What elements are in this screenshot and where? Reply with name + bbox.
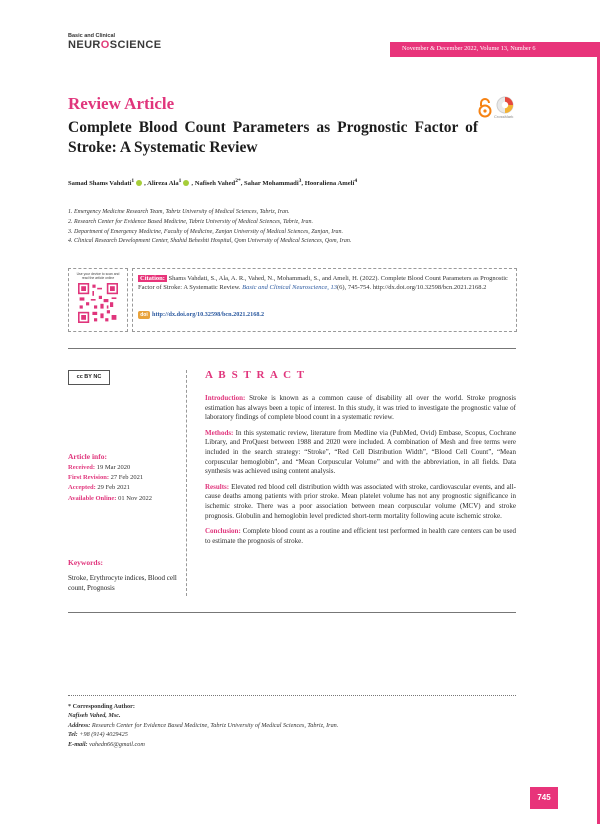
abstract-introduction: Introduction: Stroke is known as a common cause of disability all over the world. Stroke prognosis estimation has always been a topic of interest. In this study, it was tried to investigate the prognostic value of laboratory findings of complete blood count in a systematic review. [205, 394, 516, 422]
orcid-icon[interactable] [136, 180, 142, 186]
journal-link[interactable]: Basic and Clinical Neuroscience, 13 [242, 284, 338, 292]
article-info-row: Accepted: 29 Feb 2021 [68, 484, 130, 492]
footnote-divider [68, 695, 516, 696]
journal-logo: NEUROSCIENCE [68, 39, 162, 51]
corresponding-name: Nafiseh Vahed, Msc. [68, 712, 121, 720]
abstract-title: A B S T R A C T [205, 369, 306, 381]
divider [68, 612, 516, 613]
divider [68, 348, 516, 349]
page-number-badge [530, 787, 558, 809]
article-info-title: Article info: [68, 452, 107, 461]
orcid-icon[interactable] [183, 180, 189, 186]
citation-text: Citation: Shams Vahdati, S., Ala, A. R., Vahed, N., Mohammadi, S., and Ameli, H. (2022). Complete Blood Count Parameters as Prognostic Factor of Stroke: A Systematic Review. Basic and Clinical Neuroscience, 13(6), 745-754. http://dx.doi.org/10.32598/bcn.2021.2168.2 [138, 275, 508, 292]
article-type: Review Article [68, 94, 175, 113]
abstract-conclusion: Conclusion: Complete blood count as a routine and efficient test performed in health care centers can be used to estimate the prognosis of stroke. [205, 527, 516, 545]
citation-box [132, 268, 517, 332]
journal-logo-small: Basic and Clinical [68, 33, 116, 39]
qr-label: Use your device to scan and read the article online [76, 272, 120, 280]
corresponding-tel: Tel: +98 (914) 4029425 [68, 731, 128, 739]
doi-icon: doi [138, 311, 150, 319]
author-name[interactable]: Sahar Mohammadi [244, 180, 299, 188]
author-list: Samad Shams Vahdati$^1$ , Alireza Ala$^1$ , Nafiseh Vahed$^{2*}$, Sahar Mohammadi$^3$, Hooraliena Ameli$^4$ [68, 178, 358, 188]
affiliations [68, 208, 351, 247]
corresponding-author [68, 702, 338, 749]
article-title: Complete Blood Count Parameters as Prognostic Factor of Stroke: A Systematic Review [68, 119, 478, 156]
open-access-icon [478, 98, 492, 118]
article-info-row: Received: 19 Mar 2020 [68, 464, 131, 471]
affiliation: 3. Department of Emergency Medicine, Faculty of Medicine, Zanjan University of Medical Sciences, Zanjan, Iran. [68, 228, 344, 235]
keywords-title: Keywords: [68, 558, 103, 567]
page-number: 745 [537, 793, 551, 802]
email-link[interactable]: vahedn66@gmail.com [87, 740, 145, 748]
keywords-text: Stroke, Erythrocyte indices, Blood cell count, Prognosis [68, 574, 177, 592]
author-name[interactable]: Alireza Ala [147, 180, 179, 188]
author-name[interactable]: Samad Shams Vahdati [68, 180, 132, 188]
qr-code-icon[interactable] [78, 283, 118, 323]
issue-text: November & December 2022, Volume 13, Number 6 [402, 45, 536, 52]
crossmark-icon[interactable] [496, 96, 514, 114]
qr-box [68, 268, 128, 332]
author-name[interactable]: Nafiseh Vahed [194, 180, 236, 188]
doi-link[interactable]: http://dx.doi.org/10.32598/bcn.2021.2168.2 [152, 311, 265, 318]
abstract-body [205, 394, 516, 552]
keywords [68, 558, 180, 593]
article-info-row: First Revision: 27 Feb 2021 [68, 474, 144, 482]
citation-label: Citation: [140, 275, 165, 282]
affiliation: 2. Research Center for Evidence Based Medicine, Tabriz University of Medical Sciences, Tabriz, Iran. [68, 218, 313, 225]
affiliation: 4. Clinical Research Development Center, Shahid Beheshti Hospital, Qom University of Medical Sciences, Qom, Iran. [68, 238, 352, 245]
article-info [68, 452, 152, 504]
corresponding-email: E-mail: vahedn66@gmail.com [68, 740, 145, 748]
corresponding-address: Address: Research Center for Evidence Based Medicine, Tabriz University of Medical Sciences, Tabriz, Iran. [68, 721, 339, 729]
issue-banner [390, 42, 600, 57]
doi-row [138, 311, 264, 319]
article-info-row: Available Online: 01 Nov 2022 [68, 494, 153, 502]
author-name[interactable]: Hooraliena Ameli [304, 180, 355, 188]
column-separator [186, 370, 187, 596]
affiliation: 1. Emergency Medicine Research Team, Tabriz University of Medical Sciences, Tabriz, Iran. [68, 209, 290, 215]
abstract-methods: Methods: In this systematic review, literature from Medline via (PubMed, Ovid) Embase, Scopus, Cochrane Library, and ProQuest between 1988 and 2020 were included. A combination of Mesh and free terms were included in the search strategy: “Stroke”, “Red Cell Distribution Width”, “Blood Cell Count”, “Mean corpuscular hemoglobin”, and “Mean Corpuscular Volume” and with the abbreviation, in all fields. Data synthesis was achieved using content analysis. [205, 428, 516, 476]
cc-license-badge[interactable]: cc BY NC [68, 370, 110, 385]
abstract-results: Results: Elevated red blood cell distribution width was associated with stroke, cardiovascular events, and all-cause deaths among patients with prior stroke. Mean platelet volume has not any prognostic significance in ischemic stroke. There was a poor association between mean corpuscular volume (MCV) and stroke prognosis. Globulin and hemoglobin level predicted short-term mortality following acute ischemic stroke. [205, 482, 516, 520]
crossmark-label: CrossMark [494, 114, 514, 119]
corresponding-title: * Corresponding Author: [68, 703, 135, 710]
